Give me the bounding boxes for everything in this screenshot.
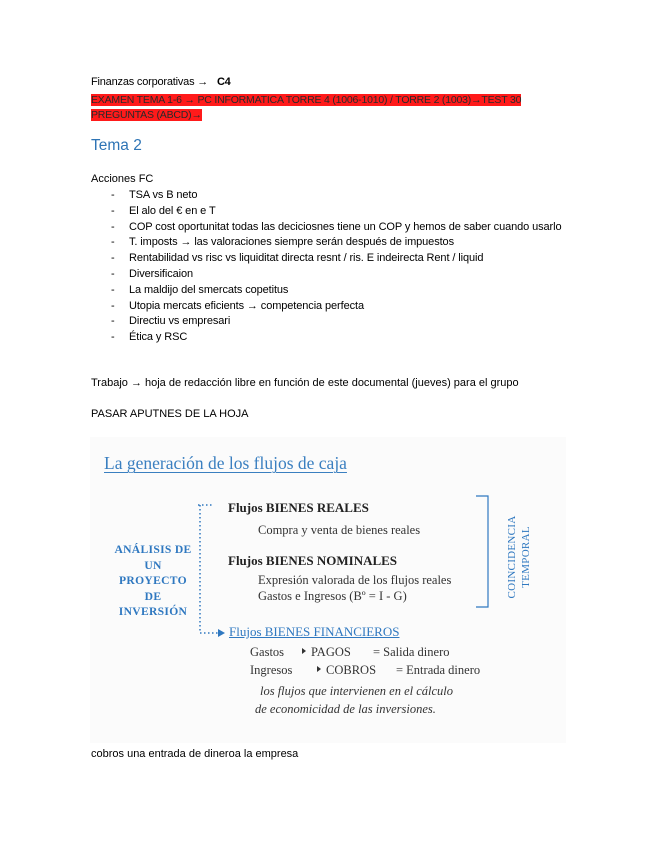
acciones-list <box>91 188 571 346</box>
list-item: - COP cost oportunitat todas las deciciosnes tiene un COP y hemos de saber cuando usarlo <box>91 220 571 236</box>
pagos-label: PAGOS <box>311 645 351 659</box>
financieros-title: Flujos BIENES FINANCIEROS <box>229 624 400 639</box>
figure-note-1: los flujos que intervienen en el cálculo <box>260 684 454 698</box>
reales-title: Flujos BIENES REALES <box>228 500 369 515</box>
list-item: - Rentabilidad vs risc vs liquiditat directa resnt / ris. E indeirecta Rent / liquid <box>91 251 571 267</box>
figure-note-2: de economicidad de las inversiones. <box>255 702 436 716</box>
coincidencia-label: COINCIDENCIA TEMPORAL <box>506 515 532 599</box>
arrow-icon: → <box>197 76 209 88</box>
gastos-label: Gastos <box>250 645 285 659</box>
list-item: - Utopia mercats eficients → competencia perfecta <box>91 299 571 315</box>
triangle-bullet-icon <box>317 666 321 672</box>
list-item: - La maldijo del smercats copetitus <box>91 283 571 299</box>
cobros-label: COBROS <box>326 663 377 677</box>
list-item: - El alo del € en e T <box>91 204 571 220</box>
entrada-label: = Entrada dinero <box>396 663 481 677</box>
reales-desc: Compra y venta de bienes reales <box>258 523 421 537</box>
ingresos-label: Ingresos <box>250 663 293 677</box>
list-item: - Ética y RSC <box>91 330 571 346</box>
acciones-title: Acciones FC <box>91 173 154 185</box>
arrow-head-icon <box>218 629 225 637</box>
footer-note: cobros una entrada de dineroa la empresa <box>91 748 299 760</box>
figure-title: La generación de los flujos de caja <box>104 453 347 473</box>
course-name: Finanzas corporativas <box>91 76 195 88</box>
salida-label: = Salida dinero <box>373 645 450 659</box>
list-item: - Diversificaion <box>91 267 571 283</box>
pasar-line: PASAR APUTNES DE LA HOJA <box>91 408 249 420</box>
nominales-desc-1: Expresión valorada de los flujos reales <box>258 573 452 587</box>
cash-flow-figure <box>90 437 566 743</box>
section-heading: Tema 2 <box>91 137 142 154</box>
course-line <box>91 76 231 88</box>
nominales-desc-2: Gastos e Ingresos (Bº = I - G) <box>258 589 407 603</box>
course-code: C4 <box>216 76 231 88</box>
list-item: - TSA vs B neto <box>91 188 571 204</box>
triangle-bullet-icon <box>302 648 306 654</box>
exam-highlight: EXAMEN TEMA 1-6 → PC INFORMATICA TORRE 4 (1006-1010) / TORRE 2 (1003)→TEST 30 PREGUNTAS (ABCD)→ <box>91 94 522 121</box>
nominales-title: Flujos BIENES NOMINALES <box>228 553 398 568</box>
exam-notice <box>91 93 561 123</box>
trabajo-line: Trabajo → hoja de redacción libre en función de este documental (jueves) para el grupo <box>91 377 519 389</box>
left-label: ANÁLISIS DE UN PROYECTO DE INVERSIÓN <box>114 543 192 618</box>
list-item: - Directiu vs empresari <box>91 314 571 330</box>
right-bracket <box>476 496 488 607</box>
list-item: - T. imposts → las valoraciones siempre serán después de impuestos <box>91 235 571 251</box>
